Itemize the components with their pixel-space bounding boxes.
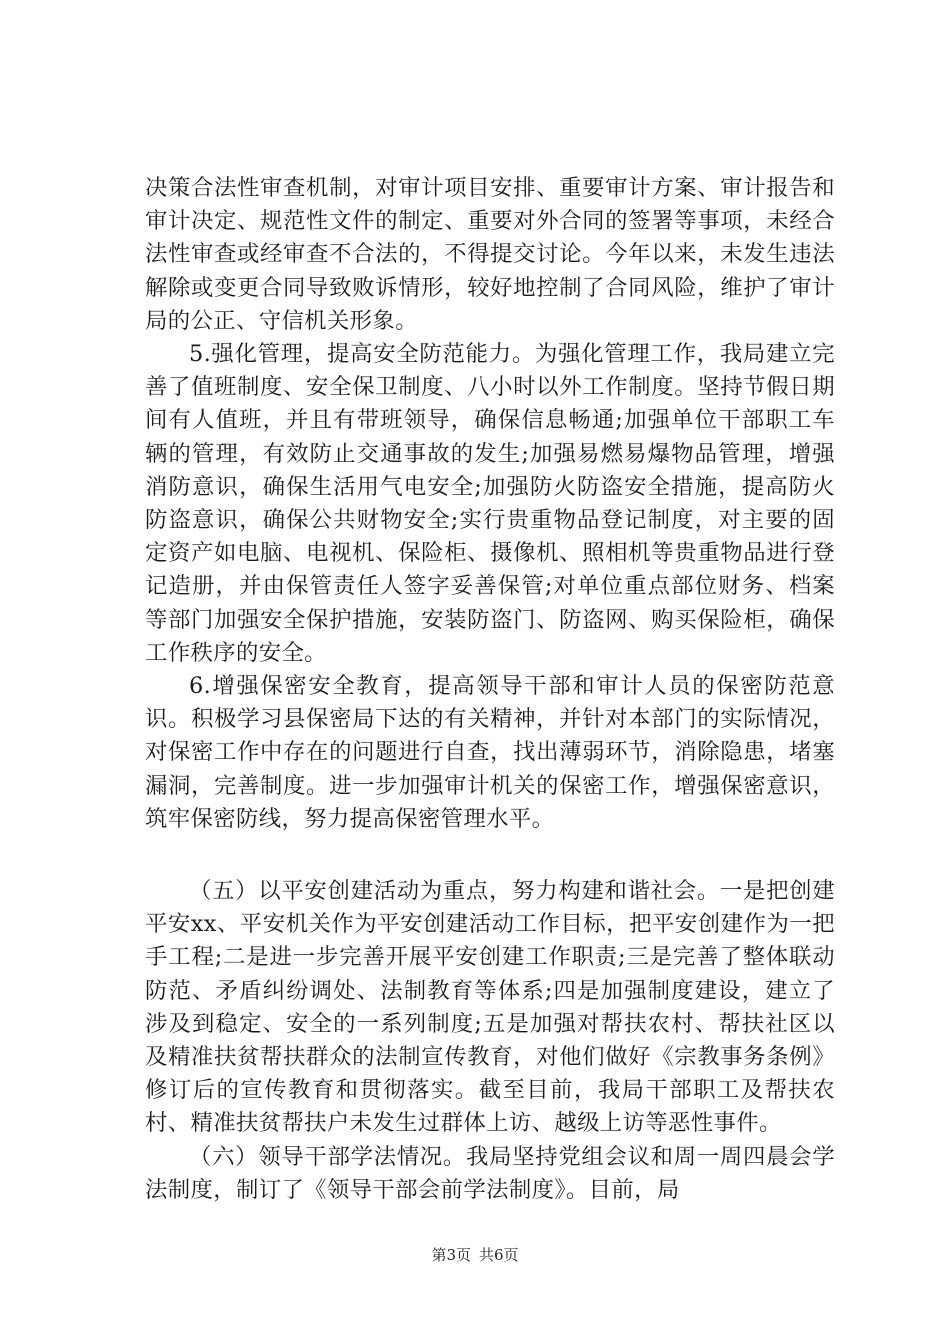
paragraph-safety-management: 5.强化管理，提高安全防范能力。为强化管理工作，我局建立完善了值班制度、安全保卫制度、八小时以外工作制度。坚持节假日期间有人值班，并且有带班领导，确保信息畅通;加强单位干部职工车辆的管理，有效防止交通事故的发生;加强易燃易爆物品管理，增强消防意识，确保生活用气电安全;加强防火防盗安全措施，提高防火防盗意识，确保公共财物安全;实行贵重物品登记制度，对主要的固定资产如电脑、电视机、保险柜、摄像机、照相机等贵重物品进行登记造册，并由保管责任人签字妥善保管;对单位重点部位财务、档案等部门加强安全保护措施，安装防盗门、防盗网、购买保险柜，确保工作秩序的安全。: [145, 341, 835, 666]
paragraph-leaders-law-study: （六）领导干部学法情况。我局坚持党组会议和周一周四晨会学法制度，制订了《领导干部会前学法制度》。目前，局: [145, 1143, 835, 1203]
paragraph-spacer: [145, 836, 835, 875]
document-body: [145, 172, 835, 1207]
page-total: 共6页: [479, 1246, 519, 1264]
paragraph-peace-building: （五）以平安创建活动为重点，努力构建和谐社会。一是把创建平安xx、平安机关作为平安创建活动工作目标，把平安创建作为一把手工程;二是进一步完善开展平安创建工作职责;三是完善了整体联动防范、矛盾纠纷调处、法制教育等体系;四是加强制度建设，建立了涉及到稳定、安全的一系列制度;五是加强对帮扶农村、帮扶社区以及精准扶贫帮扶群众的法制宣传教育，对他们做好《宗教事务条例》修订后的宣传教育和贯彻落实。截至目前，我局干部职工及帮扶农村、精准扶贫帮扶户未发生过群体上访、越级上访等恶性事件。: [145, 878, 835, 1137]
page-footer: [0, 1244, 950, 1266]
page-number: 第3页: [431, 1246, 471, 1264]
paragraph-confidentiality-education: 6.增强保密安全教育，提高领导干部和审计人员的保密防范意识。积极学习县保密局下达的有关精神，并针对本部门的实际情况，对保密工作中存在的问题进行自查，找出薄弱环节，消除隐患，堵塞漏洞，完善制度。进一步加强审计机关的保密工作，增强保密意识，筑牢保密防线，努力提高保密管理水平。: [145, 673, 835, 832]
paragraph-continued: 决策合法性审查机制，对审计项目安排、重要审计方案、审计报告和审计决定、规范性文件的制定、重要对外合同的签署等事项，未经合法性审查或经审查不合法的，不得提交讨论。今年以来，未发生违法解除或变更合同导致败诉情形，较好地控制了合同风险，维护了审计局的公正、守信机关形象。: [145, 175, 835, 334]
